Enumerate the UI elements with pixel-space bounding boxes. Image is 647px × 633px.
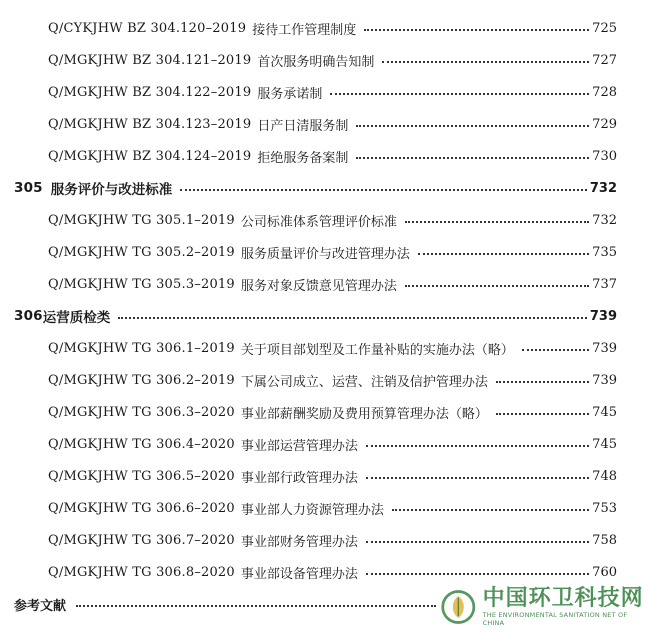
- dot-leader: [366, 573, 589, 575]
- leaf-logo-icon: [440, 588, 477, 626]
- entry-code: Q/MGKJHW TG 305.2–2019: [48, 244, 235, 260]
- entry-page: 739: [592, 340, 617, 356]
- entry-code: Q/MGKJHW BZ 304.124–2019: [48, 148, 252, 164]
- dot-leader: [76, 605, 436, 607]
- toc-section-306[interactable]: [0, 302, 647, 330]
- entry-page: 725: [592, 20, 617, 36]
- dot-leader: [366, 477, 589, 479]
- entry-code: Q/MGKJHW BZ 304.121–2019: [48, 52, 252, 68]
- toc-entry[interactable]: [0, 334, 647, 362]
- entry-code: Q/MGKJHW TG 306.6–2020: [48, 500, 235, 516]
- entry-code: Q/MGKJHW TG 306.7–2020: [48, 532, 235, 548]
- entry-page: 729: [592, 116, 617, 132]
- entry-title: 下属公司成立、运营、注销及信护管理办法: [240, 374, 488, 390]
- dot-leader: [382, 61, 589, 63]
- dot-leader: [364, 29, 589, 31]
- entry-page: 745: [592, 404, 617, 420]
- dot-leader: [356, 157, 589, 159]
- entry-title: 事业部运营管理办法: [240, 438, 358, 454]
- entry-title: 事业部行政管理办法: [240, 470, 358, 486]
- dot-leader: [405, 285, 589, 287]
- toc-entry[interactable]: [0, 558, 647, 586]
- entry-code: Q/MGKJHW TG 306.1–2019: [48, 340, 235, 356]
- entry-page: 739: [592, 372, 617, 388]
- dot-leader: [522, 349, 589, 351]
- toc-entry[interactable]: [0, 110, 647, 138]
- entry-title: 服务对象反馈意见管理办法: [240, 278, 397, 294]
- section-number: 306: [14, 308, 43, 324]
- dot-leader: [180, 189, 587, 191]
- toc-section-305[interactable]: [0, 174, 647, 202]
- entry-title: 服务承诺制: [257, 86, 323, 102]
- entry-page: 758: [592, 532, 617, 548]
- entry-page: 730: [592, 148, 617, 164]
- section-page: 739: [589, 308, 617, 324]
- entry-title: 事业部薪酬奖励及费用预算管理办法（略）: [240, 406, 488, 422]
- entry-page: 727: [592, 52, 617, 68]
- entry-title: 拒绝服务备案制: [257, 150, 349, 166]
- entry-code: Q/MGKJHW TG 306.5–2020: [48, 468, 235, 484]
- entry-page: 732: [592, 212, 617, 228]
- section-page: 732: [589, 180, 617, 196]
- entry-code: Q/MGKJHW TG 306.4–2020: [48, 436, 235, 452]
- entry-title: 公司标准体系管理评价标准: [240, 214, 397, 230]
- entry-code: Q/MGKJHW BZ 304.122–2019: [48, 84, 252, 100]
- references-label: 参考文献: [14, 598, 67, 614]
- entry-code: Q/MGKJHW BZ 304.123–2019: [48, 116, 252, 132]
- dot-leader: [496, 413, 589, 415]
- entry-title: 服务质量评价与改进管理办法: [240, 246, 410, 262]
- site-watermark: [440, 584, 645, 630]
- section-title: 运营质检类: [42, 310, 111, 326]
- entry-page: 760: [592, 564, 617, 580]
- entry-page: 728: [592, 84, 617, 100]
- entry-page: 745: [592, 436, 617, 452]
- entry-title: 接待工作管理制度: [252, 22, 357, 38]
- entry-title: 首次服务明确告知制: [257, 54, 375, 70]
- entry-code: Q/MGKJHW TG 306.8–2020: [48, 564, 235, 580]
- toc-entry[interactable]: [0, 238, 647, 266]
- entry-code: Q/MGKJHW TG 306.2–2019: [48, 372, 235, 388]
- entry-title: 事业部人力资源管理办法: [240, 502, 384, 518]
- entry-code: Q/MGKJHW TG 306.3–2020: [48, 404, 235, 420]
- toc-entry[interactable]: [0, 78, 647, 106]
- toc-entry[interactable]: [0, 398, 647, 426]
- section-title: 服务评价与改进标准: [50, 182, 173, 198]
- dot-leader: [366, 445, 589, 447]
- dot-leader: [330, 93, 589, 95]
- entry-title: 事业部设备管理办法: [240, 566, 358, 582]
- toc-entry[interactable]: [0, 46, 647, 74]
- entry-title: 日产日清服务制: [257, 118, 349, 134]
- toc-entry[interactable]: [0, 462, 647, 490]
- toc-entry[interactable]: [0, 14, 647, 42]
- toc-entry[interactable]: [0, 494, 647, 522]
- entry-code: Q/MGKJHW TG 305.3–2019: [48, 276, 235, 292]
- dot-leader: [118, 317, 587, 319]
- dot-leader: [392, 509, 589, 511]
- dot-leader: [366, 541, 589, 543]
- dot-leader: [405, 221, 589, 223]
- dot-leader: [356, 125, 589, 127]
- entry-page: 735: [592, 244, 617, 260]
- entry-page: 737: [592, 276, 617, 292]
- toc-entry[interactable]: [0, 270, 647, 298]
- dot-leader: [418, 253, 589, 255]
- entry-title: 关于项目部划型及工作量补贴的实施办法（略）: [240, 342, 514, 358]
- toc-entry[interactable]: [0, 366, 647, 394]
- toc-entry[interactable]: [0, 430, 647, 458]
- entry-title: 事业部财务管理办法: [240, 534, 358, 550]
- entry-code: Q/MGKJHW TG 305.1–2019: [48, 212, 235, 228]
- toc-entry[interactable]: [0, 142, 647, 170]
- entry-page: 748: [592, 468, 617, 484]
- dot-leader: [496, 381, 589, 383]
- toc-entry[interactable]: [0, 526, 647, 554]
- entry-page: 753: [592, 500, 617, 516]
- watermark-en-text: THE ENVIRONMENTAL SANITATION NET OF CHINA: [482, 611, 628, 627]
- section-number: 305: [14, 180, 43, 196]
- watermark-cn-text: 中国环卫科技网: [482, 586, 644, 611]
- toc-entry[interactable]: [0, 206, 647, 234]
- entry-code: Q/CYKJHW BZ 304.120–2019: [48, 20, 247, 36]
